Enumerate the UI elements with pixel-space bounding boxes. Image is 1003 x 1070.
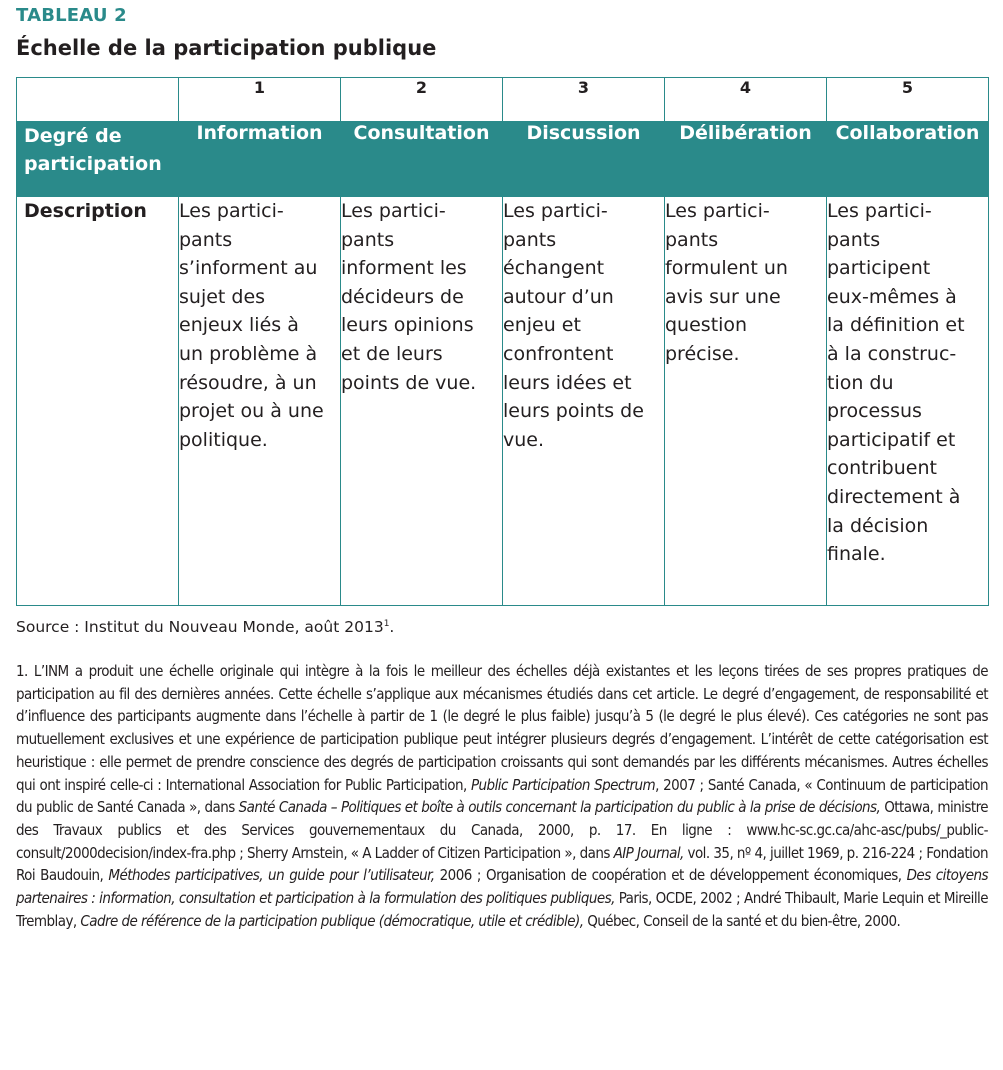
level-description: Les partici- pants formulent un avis sur une question précise. [665, 197, 827, 606]
level-number: 1 [179, 78, 341, 122]
level-number: 2 [341, 78, 503, 122]
level-name: Information [179, 122, 341, 197]
source-line: Source : Institut du Nouveau Monde, août 2013$^1$. [16, 618, 395, 636]
footnote-ref: 1 [383, 618, 390, 629]
row-header-degree: Degré de participation [17, 122, 179, 197]
empty-corner-cell [17, 78, 179, 122]
level-name: Collaboration [827, 122, 989, 197]
level-header-row [17, 122, 989, 197]
footnote-text: 1. L’INM a produit une échelle originale qui intègre à la fois le meilleur des échelles déjà existantes et les leçons tirées de ses propres pratiques de participation au fil des dernières années. Cette échelle s’applique aux mécanismes étudiés dans cet article. Le degré d’engagement, de responsabilité et d’influence des participants augmente dans l’échelle à partir de 1 (le degré le plus faible) jusqu’à 5 (le degré le plus élevé). Ces catégories ne sont pas mutuellement exclusives et une expérience de participation publique peut intégrer plusieurs degrés d’engagement. L’intérêt de cette catégorisation est heuristique : elle permet de prendre conscience des degrés de participation croissants qui sont demandés par les différents mécanismes. Autres échelles qui ont inspiré celle-ci : International Association for Public Participation, Public Participation Spectrum, 2007 ; Santé Canada, « Continuum de participation du public de Santé Canada », dans Santé Canada – Politiques et boîte à outils concernant la participation du public à la prise de décisions, Ottawa, ministre des Travaux publics et des Services gouvernementaux du Canada, 2000, p. 17. En ligne : www.hc-sc.gc.ca/ahc-asc/pubs/_public-consult/2000decision/index-fra.php ; Sherry Arnstein, « A Ladder of Citizen Participation », dans AIP Journal, vol. 35, nº 4, juillet 1969, p. 216-224 ; Fondation Roi Baudouin, Méthodes participatives, un guide pour l’utilisateur, 2006 ; Organisation de coopération et de développement économiques, Des citoyens partenaires : information, consultation et participation à la formulation des politiques publiques, Paris, OCDE, 2002 ; André Thibault, Marie Lequin et Mireille Tremblay, Cadre de référence de la participation publique (démocratique, utile et crédible), Québec, Conseil de la santé et du bien-être, 2000. [16, 662, 988, 930]
level-description: Les partici- pants s’informent au sujet des enjeux liés à un problème à résoudre, à un projet ou à une politique. [179, 197, 341, 606]
level-number: 5 [827, 78, 989, 122]
level-name: Consultation [341, 122, 503, 197]
row-header-description: Description [17, 197, 179, 606]
level-number: 4 [665, 78, 827, 122]
description-row [17, 197, 989, 606]
source-text: Source : Institut du Nouveau Monde, août 2013 [16, 618, 384, 636]
table-label: TABLEAU 2 [16, 5, 127, 26]
level-description: Les partici- pants informent les décideurs de leurs opinions et de leurs points de vue. [341, 197, 503, 606]
level-name: Délibération [665, 122, 827, 197]
level-description: Les partici- pants échangent autour d’un enjeu et confrontent leurs idées et leurs points de vue. [503, 197, 665, 606]
participation-scale-table [16, 77, 989, 606]
level-description: Les partici- pants participent eux-mêmes à la définition et à la construc- tion du processus participatif et contribuent directement à la décision finale. [827, 197, 989, 606]
level-number: 3 [503, 78, 665, 122]
table-title: Échelle de la participation publique [16, 36, 437, 60]
level-number-row [17, 78, 989, 122]
level-name: Discussion [503, 122, 665, 197]
